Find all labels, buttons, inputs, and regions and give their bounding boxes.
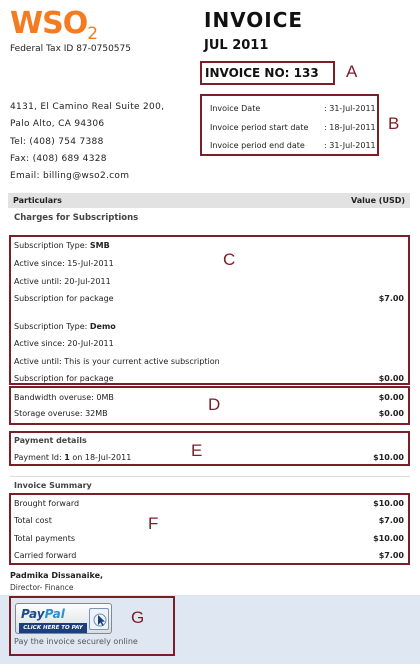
summary-label: Brought forward — [14, 499, 80, 508]
payment-row — [14, 453, 404, 462]
col-value: Value (USD) — [350, 196, 405, 205]
date-value: : 31-Jul-2011 — [324, 104, 376, 113]
tax-id: Federal Tax ID 87-0750575 — [10, 44, 131, 54]
invoice-month: JUL 2011 — [204, 38, 269, 53]
payment-amount: $10.00 — [373, 453, 404, 462]
payment-id-value: 1 — [64, 453, 70, 462]
paypal-button-label: CLICK HERE TO PAY — [19, 623, 87, 633]
period-start-row — [210, 119, 377, 138]
summary-amount: $7.00 — [378, 551, 404, 560]
invoice-title: INVOICE — [204, 8, 304, 32]
paypal-note: Pay the invoice securely online — [14, 637, 138, 646]
package-row — [14, 294, 404, 303]
fax: Fax: (408) 689 4328 — [10, 153, 107, 164]
annotation-f: F — [148, 514, 159, 533]
type-value: SMB — [89, 241, 110, 250]
table-header — [8, 193, 410, 208]
annotation-e: E — [191, 441, 203, 460]
type-label: Subscription Type: — [14, 322, 90, 331]
summary-heading: Invoice Summary — [14, 481, 92, 490]
package-row — [14, 374, 404, 383]
logo-main-text: WSO — [10, 6, 88, 41]
signatory-name: Padmika Dissanaike, — [10, 571, 104, 580]
paypal-logo-pal: Pal — [44, 607, 65, 621]
package-label: Subscription for package — [14, 374, 114, 383]
summary-row — [14, 551, 404, 560]
invoice-dates-box — [200, 94, 379, 156]
invoice-number: INVOICE NO: 133 — [200, 61, 335, 85]
payment-heading: Payment details — [14, 436, 87, 445]
summary-row — [14, 499, 404, 508]
paypal-pay-button[interactable] — [15, 603, 112, 634]
summary-amount: $10.00 — [373, 534, 404, 543]
date-value: : 31-Jul-2011 — [324, 141, 376, 151]
date-label: Invoice Date — [210, 104, 261, 113]
overuse-label: Bandwidth overuse: 0MB — [14, 393, 114, 402]
active-since-row: Active since: 20-Jul-2011 — [14, 339, 114, 348]
cursor-icon — [89, 608, 109, 630]
summary-label: Total payments — [14, 534, 76, 543]
package-label: Subscription for package — [14, 294, 114, 303]
subscriptions-box — [9, 235, 410, 385]
email: Email: billing@wso2.com — [10, 171, 130, 182]
summary-amount: $10.00 — [373, 499, 404, 508]
payment-id-label: Payment Id: — [14, 453, 65, 462]
overuse-label: Storage overuse: 32MB — [14, 409, 108, 418]
date-value: : 18-Jul-2011 — [324, 122, 376, 132]
overuse-amount: $0.00 — [378, 393, 404, 402]
company-address — [10, 99, 164, 185]
paypal-logo-pay: Pay — [21, 607, 45, 621]
signatory-title: Director- Finance — [10, 583, 74, 592]
summary-amount: $7.00 — [378, 516, 404, 525]
annotation-b: B — [388, 114, 400, 133]
annotation-c: C — [223, 250, 236, 269]
subscription-type-row — [14, 322, 404, 331]
active-since-row: Active since: 15-Jul-2011 — [14, 259, 114, 268]
col-particulars: Particulars — [13, 196, 62, 205]
summary-label: Total cost — [14, 516, 52, 525]
summary-row — [14, 516, 404, 525]
annotation-d: D — [208, 395, 221, 414]
period-end-row — [210, 137, 377, 156]
active-until-row: Active until: 20-Jul-2011 — [14, 277, 111, 286]
wso2-logo — [10, 6, 102, 42]
divider — [10, 476, 410, 477]
package-amount: $0.00 — [378, 374, 404, 383]
invoice-date-row — [210, 100, 377, 119]
charges-heading: Charges for Subscriptions — [14, 213, 139, 223]
address-line: Palo Alto, CA 94306 — [10, 119, 105, 130]
subscription-type-row — [14, 241, 404, 250]
package-amount: $7.00 — [378, 294, 404, 303]
address-line: 4131, El Camino Real Suite 200, — [10, 102, 165, 112]
payment-box — [9, 431, 410, 466]
summary-box — [9, 493, 410, 565]
summary-row — [14, 534, 404, 543]
logo-sub-text: 2 — [87, 24, 99, 44]
date-label: Invoice period start date — [210, 122, 309, 132]
payment-date: on 18-Jul-2011 — [69, 453, 132, 462]
paypal-logo — [21, 607, 65, 621]
date-label: Invoice period end date — [210, 141, 305, 151]
annotation-g: G — [131, 608, 145, 627]
type-label: Subscription Type: — [14, 241, 90, 250]
overuse-amount: $0.00 — [378, 409, 404, 418]
type-value: Demo — [89, 322, 116, 331]
active-until-row: Active until: This is your current active subscription — [14, 357, 220, 366]
phone: Tel: (408) 754 7388 — [10, 136, 104, 147]
summary-label: Carried forward — [14, 551, 77, 560]
annotation-a: A — [346, 62, 358, 81]
